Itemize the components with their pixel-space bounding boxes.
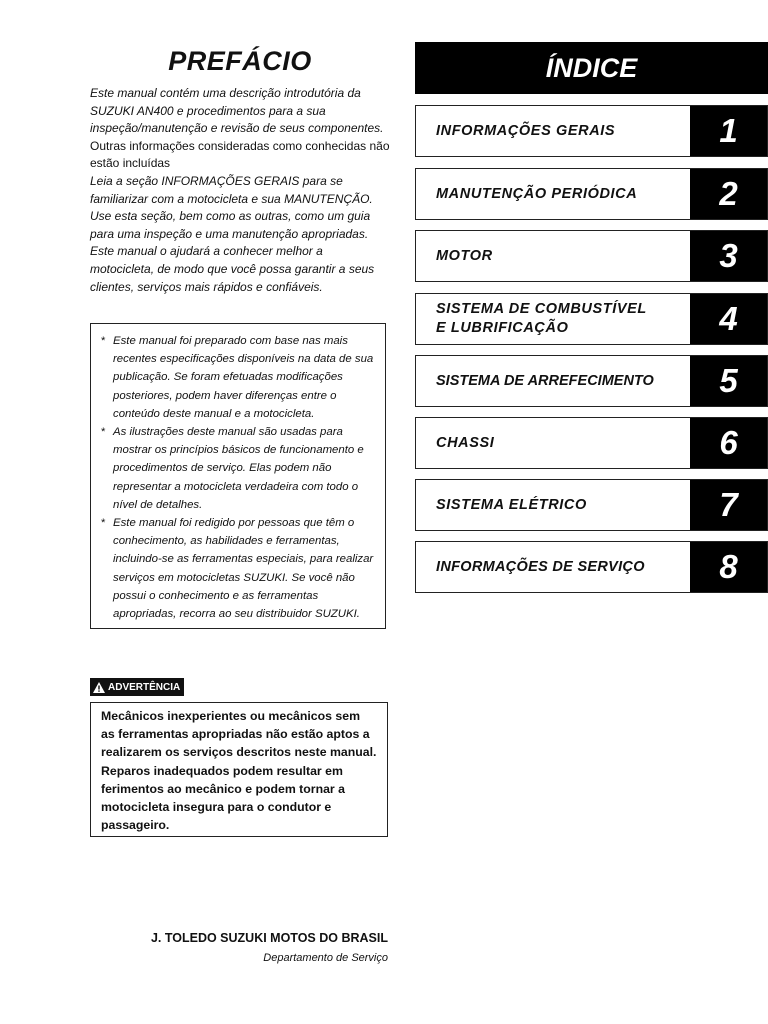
preface-paragraph: Este manual o ajudará a conhecer melhor a motocicleta, de modo que você possa garantir a seus clientes, serviços mais rápidos e confiáveis. — [90, 244, 375, 294]
index-item-label: INFORMAÇÕES DE SERVIÇO — [436, 558, 645, 575]
warning-label — [90, 678, 184, 696]
index-item-number: 6 — [690, 418, 767, 468]
index-item-informacoes-gerais[interactable] — [415, 105, 768, 157]
index-item-label: SISTEMA DE COMBUSTÍVEL E LUBRIFICAÇÃO — [436, 301, 647, 336]
index-item-number: 5 — [690, 356, 767, 406]
index-item-label: INFORMAÇÕES GERAIS — [436, 122, 616, 139]
index-item-label: SISTEMA ELÉTRICO — [436, 496, 587, 513]
note-item — [101, 514, 377, 623]
note-text: As ilustrações deste manual são usadas para mostrar os princípios básicos de funcionamento e procedimentos de serviço. Elas podem não representar a motocicleta verdadeira com todo o nível de detalhes. — [113, 426, 364, 511]
warning-label-text: ADVERTÊNCIA — [108, 681, 181, 693]
index-item-number: 3 — [690, 231, 767, 281]
index-title: ÍNDICE — [415, 42, 768, 94]
note-item — [101, 423, 377, 514]
index-item-manutencao-periodica[interactable] — [415, 168, 768, 220]
index-item-chassi[interactable] — [415, 417, 768, 469]
warning-triangle-icon — [93, 682, 105, 693]
company-name: J. TOLEDO SUZUKI MOTOS DO BRASIL — [150, 931, 388, 945]
note-bullet: * — [101, 335, 106, 347]
note-item — [101, 332, 377, 423]
preface-section — [90, 40, 390, 296]
index-item-number: 2 — [690, 169, 767, 219]
index-item-sistema-combustivel[interactable] — [415, 293, 768, 345]
index-item-sistema-eletrico[interactable] — [415, 479, 768, 531]
note-bullet: * — [101, 426, 106, 439]
note-text: Este manual foi redigido por pessoas que têm o conhecimento, as habilidades e ferramentas, incluindo-se as ferramentas especiais, para realizar serviços em motocicletas SUZUKI. Se você não possui o conhecimento e as ferramentas apropriadas, recorra ao seu distribuidor SUZUKI. — [113, 517, 374, 621]
preface-paragraph: Este manual contém uma descrição introdutória da SUZUKI AN400 e procedimentos para a sua inspeção/manutenção e revisão de seus componentes. — [90, 86, 384, 136]
preface-paragraph: Leia a seção INFORMAÇÕES GERAIS para se familiarizar com a motocicleta e sua MANUTENÇÃO. Use esta seção, bem como as outras, como um guia para uma inspeção e uma manutenção apropriadas. — [90, 173, 373, 241]
index-item-label: SISTEMA DE ARREFECIMENTO — [436, 372, 654, 389]
index-item-label: MANUTENÇÃO PERIÓDICA — [436, 185, 638, 202]
index-item-label: MOTOR — [436, 247, 493, 264]
index-item-number: 4 — [690, 294, 767, 344]
index-item-sistema-arrefecimento[interactable] — [415, 355, 768, 407]
index-item-informacoes-servico[interactable] — [415, 541, 768, 593]
index-item-number: 1 — [690, 106, 767, 156]
department-name: Departamento de Serviço — [263, 952, 388, 964]
index-item-number: 8 — [690, 542, 767, 592]
note-bullet: * — [101, 517, 106, 530]
index-item-motor[interactable] — [415, 230, 768, 282]
warning-text: Mecânicos inexperientes ou mecânicos sem as ferramentas apropriadas não estão aptos a realizarem os serviços descritos neste manual. Reparos inadequados podem resultar em ferimentos ao mecânico e podem tornar a motocicleta insegura para o condutor e passageiro. — [101, 709, 377, 833]
index-item-number: 7 — [690, 480, 767, 530]
warning-box — [90, 702, 388, 837]
index-item-label: CHASSI — [436, 434, 495, 451]
preface-title: PREFÁCIO — [168, 46, 312, 76]
preface-paragraph: Outras informações consideradas como conhecidas não estão incluídas — [90, 138, 390, 171]
note-text: Este manual foi preparado com base nas mais recentes especificações disponíveis na data de sua publicação. Se foram efetuadas modificações posteriores, podem haver diferenças entre o conteúdo deste manual e a motocicleta. — [113, 335, 374, 420]
preface-notes-box — [90, 323, 386, 629]
preface-intro — [90, 85, 390, 296]
